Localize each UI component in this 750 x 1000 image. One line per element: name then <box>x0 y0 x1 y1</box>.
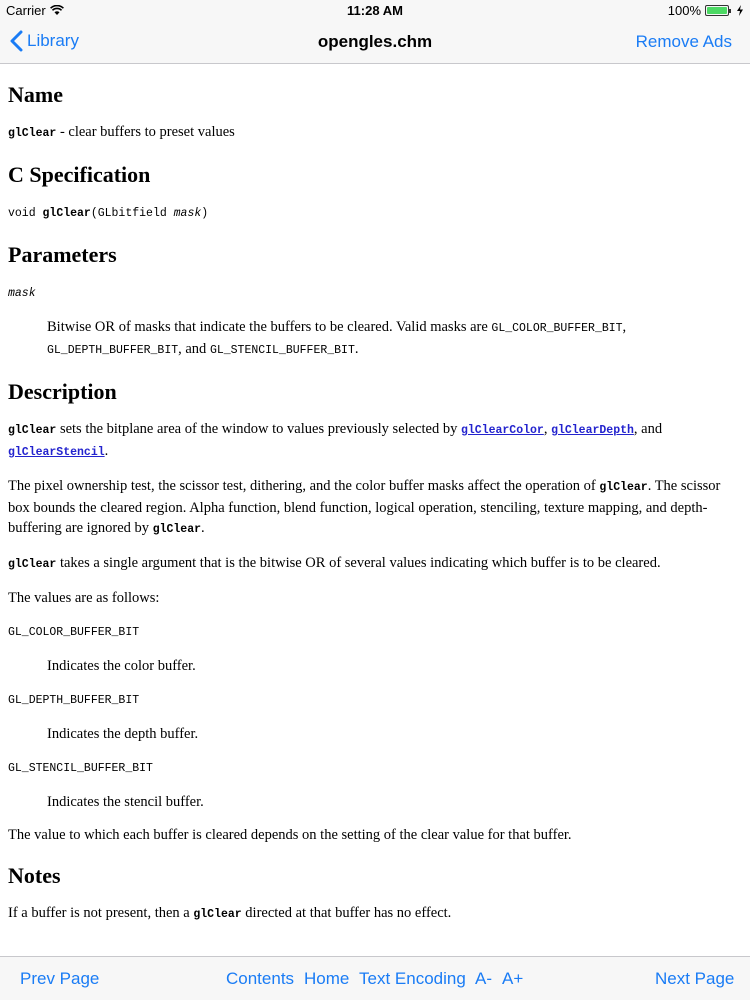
contents-button[interactable]: Contents <box>226 969 295 988</box>
bottom-toolbar <box>0 956 750 1000</box>
text-encoding-button[interactable]: Text Encoding <box>359 969 466 988</box>
spec-param: mask <box>173 207 202 220</box>
desc-sep: , and <box>633 421 663 437</box>
value-desc-color: Indicates the color buffer. <box>47 658 196 674</box>
value-name: GL_STENCIL_BUFFER_BIT <box>8 762 153 775</box>
param-const-depth: GL_DEPTH_BUFFER_BIT <box>47 344 179 357</box>
value-desc-depth: Indicates the depth buffer. <box>47 726 199 742</box>
value-term-stencil <box>8 757 742 779</box>
param-name: mask <box>8 287 36 300</box>
description-paragraph-1 <box>8 419 742 463</box>
param-term <box>8 282 742 304</box>
spec-function: glClear <box>42 207 91 220</box>
desc-text: . The scissor box bounds the cleared region. Alpha function, blend function, logical operation, stenciling, texture mapping, and depth-buffering are ignored by <box>8 478 721 536</box>
value-term-color <box>8 621 742 643</box>
home-button[interactable]: Home <box>304 969 350 988</box>
description-paragraph-4: The values are as follows: <box>8 590 160 606</box>
increase-font-button[interactable]: A+ <box>502 969 524 988</box>
navigation-bar <box>0 22 750 64</box>
back-button-label: Library <box>27 31 79 50</box>
desc-text: takes a single argument that is the bitwise OR of several values indicating which buffer is to be cleared. <box>56 555 661 571</box>
link-glcleardepth[interactable]: glClearDepth <box>551 424 634 437</box>
desc-end: . <box>201 520 205 536</box>
param-description <box>47 317 742 361</box>
value-term-depth <box>8 689 742 711</box>
param-desc-text: Bitwise OR of masks that indicate the buffers to be cleared. Valid masks are <box>47 319 492 335</box>
value-name: GL_COLOR_BUFFER_BIT <box>8 626 140 639</box>
spec-return-type: void <box>8 207 43 220</box>
desc-text: sets the bitplane area of the window to values previously selected by <box>56 421 461 437</box>
param-sep: , <box>622 319 627 335</box>
function-name: glClear <box>8 127 57 140</box>
description-paragraph-3 <box>8 553 742 575</box>
desc-text: The pixel ownership test, the scissor test, dithering, and the color buffer masks affect the operation of <box>8 478 600 494</box>
function-name: glClear <box>599 481 648 494</box>
page-title: opengles.chm <box>317 32 433 51</box>
param-const-stencil: GL_STENCIL_BUFFER_BIT <box>209 344 355 357</box>
spec-args: (GLbitfield <box>90 207 174 220</box>
name-paragraph <box>8 122 742 144</box>
spec-close: ) <box>201 207 209 220</box>
spec-heading: C Specification <box>8 162 151 187</box>
link-glclearstencil[interactable]: glClearStencil <box>8 446 105 459</box>
link-glclearcolor[interactable]: glClearColor <box>461 424 544 437</box>
function-name: glClear <box>193 908 242 921</box>
description-paragraph-2 <box>8 476 742 540</box>
notes-paragraph-1 <box>8 903 742 925</box>
spec-signature <box>8 202 742 224</box>
param-sep: , and <box>178 341 210 357</box>
carrier-label: Carrier <box>6 3 46 18</box>
notes-text: If a buffer is not present, then a <box>8 905 194 921</box>
name-heading: Name <box>8 82 63 107</box>
desc-sep: , <box>543 421 552 437</box>
desc-end: . <box>104 443 109 459</box>
description-heading: Description <box>8 379 117 404</box>
next-page-button[interactable]: Next Page <box>655 969 735 988</box>
document-content[interactable] <box>0 64 750 956</box>
description-paragraph-5: The value to which each buffer is cleared depends on the setting of the clear value for that buffer. <box>8 827 572 843</box>
notes-text: directed at that buffer has no effect. <box>241 905 452 921</box>
value-desc-stencil: Indicates the stencil buffer. <box>47 794 204 810</box>
remove-ads-button[interactable]: Remove Ads <box>635 32 732 51</box>
name-description: - clear buffers to preset values <box>56 124 235 140</box>
clock: 11:28 AM <box>347 3 403 18</box>
battery-group <box>668 3 744 18</box>
charging-icon <box>736 5 744 16</box>
param-end: . <box>354 341 359 357</box>
battery-icon <box>705 5 729 16</box>
prev-page-button[interactable]: Prev Page <box>20 969 100 988</box>
status-bar <box>0 0 750 22</box>
function-name: glClear <box>8 424 57 437</box>
notes-heading: Notes <box>8 863 61 888</box>
battery-percent: 100% <box>667 3 701 18</box>
param-const-color: GL_COLOR_BUFFER_BIT <box>491 322 623 335</box>
function-name: glClear <box>152 523 201 536</box>
value-name: GL_DEPTH_BUFFER_BIT <box>8 694 140 707</box>
decrease-font-button[interactable]: A- <box>475 969 492 988</box>
function-name: glClear <box>8 558 57 571</box>
parameters-heading: Parameters <box>8 242 117 267</box>
